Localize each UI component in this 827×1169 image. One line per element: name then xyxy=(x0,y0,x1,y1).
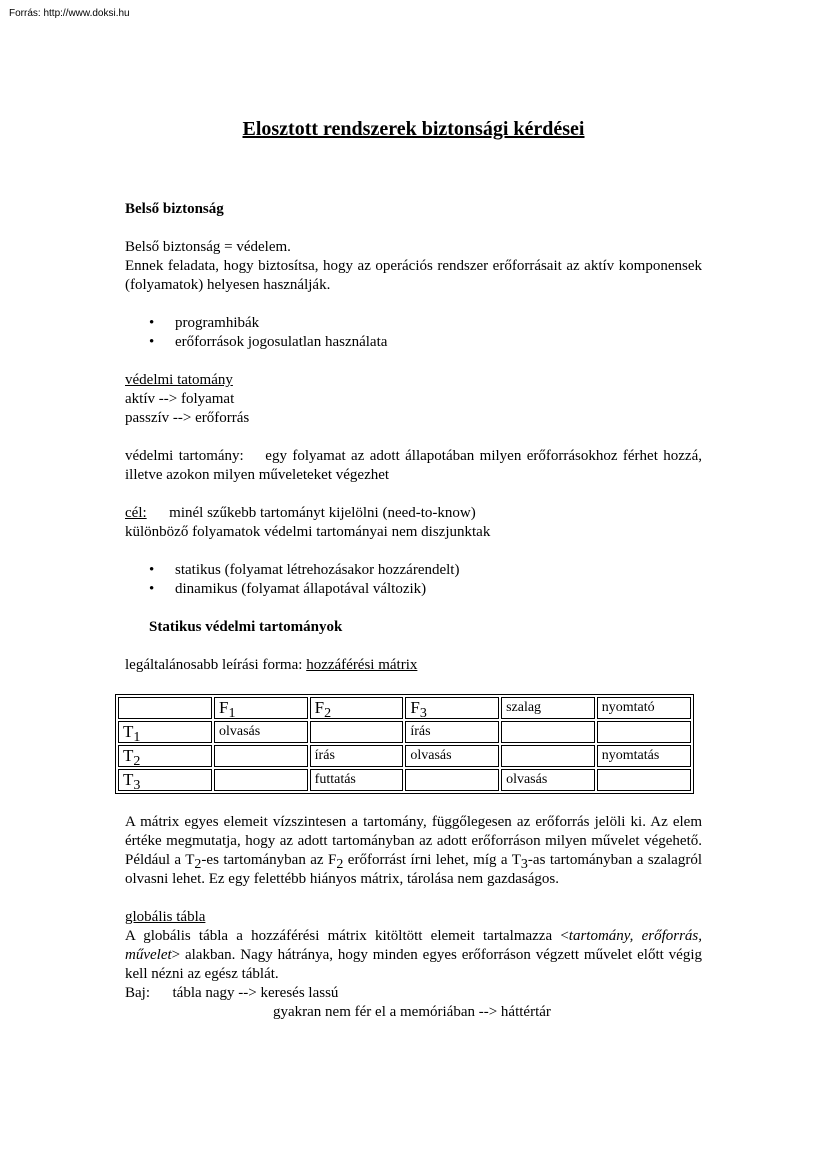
table-cell: futtatás xyxy=(310,769,404,791)
table-header-row xyxy=(118,697,691,719)
access-matrix-table xyxy=(115,694,694,794)
list-item: • dinamikus (folyamat állapotával változik) xyxy=(149,580,702,599)
definition-label: védelmi tartomány: xyxy=(125,448,244,464)
table-row xyxy=(118,721,691,743)
table-cell: nyomtatás xyxy=(597,745,691,767)
table-row xyxy=(118,745,691,767)
document-body xyxy=(125,200,702,1022)
section-heading-static-domains: Statikus védelmi tartományok xyxy=(149,619,343,635)
table-row xyxy=(118,769,691,791)
goal-line xyxy=(125,504,702,523)
problem-line-2: gyakran nem fér el a memóriában --> háttértár xyxy=(273,1004,551,1020)
table-cell xyxy=(501,745,595,767)
table-cell xyxy=(310,721,404,743)
table-cell xyxy=(214,745,308,767)
intro-paragraph: Ennek feladata, hogy biztosítsa, hogy az operációs rendszer erőforrásait az aktív komponensek (folyamatok) helyesen használják. xyxy=(125,258,702,293)
table-cell: írás xyxy=(310,745,404,767)
passive-line: passzív --> erőforrás xyxy=(125,410,250,426)
bullet-list-domain-types xyxy=(125,561,702,599)
row-header: $T_1$ xyxy=(118,721,212,743)
list-item: • erőforrások jogosulatlan használata xyxy=(149,333,702,352)
problem-text: tábla nagy --> keresés lassú xyxy=(172,985,339,1001)
column-header: $F_2$ xyxy=(310,697,404,719)
row-header: $T_3$ xyxy=(118,769,212,791)
list-item: • programhibák xyxy=(149,314,702,333)
table-cell xyxy=(405,769,499,791)
matrix-intro-text: legáltalánosabb leírási forma: xyxy=(125,657,307,673)
subheading-global-table: globális tábla xyxy=(125,909,206,925)
column-header: $F_3$ xyxy=(405,697,499,719)
matrix-explanation-paragraph: A mátrix egyes elemeit vízszintesen a tartomány, függőlegesen az erőforrás jelöli ki. Az elem értéke megmutatja, hogy az adott tartományban az adott erőforráson milyen művelet végehető. Például a $T_2-es$ tartományban az $F_2$ erőforrást írni lehet, míg a $T_3-as$ tartományban a szalagról olvasni lehet. Ez egy felettébb hiányos mátrix, tárolása nem gazdaságos. xyxy=(125,814,702,887)
table-cell xyxy=(214,769,308,791)
matrix-intro xyxy=(125,656,702,675)
goal-label: cél: xyxy=(125,505,147,521)
goal-text: minél szűkebb tartományt kijelölni (need-to-know) xyxy=(169,505,476,521)
list-item: • statikus (folyamat létrehozásakor hozzárendelt) xyxy=(149,561,702,580)
table-cell: olvasás xyxy=(405,745,499,767)
row-header: $T_2$ xyxy=(118,745,212,767)
problem-label: Baj: xyxy=(125,985,150,1001)
column-header: nyomtató xyxy=(597,697,691,719)
subheading-protection-domain: védelmi tatomány xyxy=(125,372,233,388)
table-cell xyxy=(597,721,691,743)
global-table-paragraph: A globális tábla a hozzáférési mátrix kitöltött elemeit tartalmazza <tartomány, erőforrás, művelet> alakban. Nagy hátránya, hogy minden egyes erőforráson végzett művelet előtt végig kell nézni az egész táblát. xyxy=(125,928,703,982)
table-cell: írás xyxy=(405,721,499,743)
page-title: Elosztott rendszerek biztonsági kérdései xyxy=(242,118,585,140)
active-line: aktív --> folyamat xyxy=(125,391,235,407)
table-cell xyxy=(501,721,595,743)
source-url: Forrás: http://www.doksi.hu xyxy=(9,8,130,19)
definition-text: egy folyamat az adott állapotában milyen erőforrásokhoz férhet hozzá, illetve azokon milyen műveleteket végezhet xyxy=(125,448,702,483)
matrix-intro-term: hozzáférési mátrix xyxy=(306,657,418,673)
intro-line: Belső biztonság = védelem. xyxy=(125,239,291,255)
table-cell: olvasás xyxy=(214,721,308,743)
goal-line-2: különböző folyamatok védelmi tartományai nem diszjunktak xyxy=(125,524,491,540)
table-corner-cell xyxy=(118,697,212,719)
table-cell xyxy=(597,769,691,791)
bullet-list-threats xyxy=(125,314,702,352)
column-header: szalag xyxy=(501,697,595,719)
section-heading-inner-security: Belső biztonság xyxy=(125,201,224,217)
column-header: $F_1$ xyxy=(214,697,308,719)
domain-definition xyxy=(125,447,702,485)
table-cell: olvasás xyxy=(501,769,595,791)
problem-line xyxy=(125,984,702,1003)
